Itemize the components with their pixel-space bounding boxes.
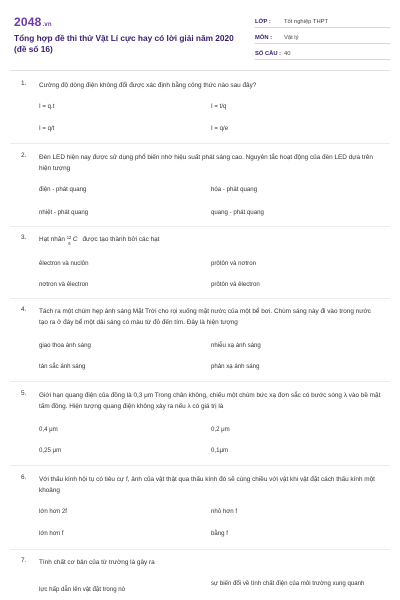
option-c[interactable]: I = q/t <box>39 125 55 132</box>
logo-main: 2048 <box>14 15 42 29</box>
option-a[interactable]: lực hấp dẫn lên vật đặt trong nó <box>39 586 126 593</box>
meta-value: Tốt nghiệp THPT <box>284 18 329 25</box>
meta-key: LỚP : <box>255 18 271 25</box>
option-c[interactable]: 0,25 μm <box>39 447 62 454</box>
question-text-after: được tạo thành bởi các hạt <box>80 236 160 243</box>
question-divider <box>10 381 390 382</box>
meta-key: SỐ CÂU : <box>255 50 282 57</box>
question-text: Đèn LED hiện nay được sử dụng phổ biến nhờ hiệu suất phát sáng cao. Nguyên tắc hoạt động của đèn LED dựa trên hiện tượng <box>39 154 373 172</box>
option-b[interactable]: nhỏ hơn f <box>211 508 238 515</box>
question-number: 4. <box>21 306 27 313</box>
meta-row-class <box>255 16 390 28</box>
question-text: Giới hạn quang điện của đồng là 0,3 μm Trong chân không, chiếu một chùm bức xạ đơn sắc có bước sóng λ vào bề mặt tấm đồng. Hiện tượng quang điện không xảy ra nếu λ có giá trị là <box>39 392 381 410</box>
option-b[interactable]: sự biến đổi về tính chất điện của môi trường xung quanh <box>211 580 365 587</box>
option-c[interactable]: nhiệt - phát quang <box>39 209 89 216</box>
document-title: Tổng hợp đề thi thử Vật Lí cực hay có lời giải năm 2020 (đề số 16) <box>14 33 234 54</box>
question-number: 1. <box>21 80 27 87</box>
nucleus-atomic-number: 6 <box>68 241 71 247</box>
question-text-before: Hạt nhân <box>39 236 67 243</box>
question-text <box>39 234 381 245</box>
meta-value: 40 <box>284 50 291 57</box>
question-text: Cường độ dòng điện không đổi được xác định bằng công thức nào sau đây? <box>39 82 257 89</box>
logo-suffix: .vn <box>42 22 52 28</box>
question-divider <box>10 143 390 144</box>
nucleus-notation <box>66 234 81 247</box>
option-a[interactable]: lớn hơn 2f <box>39 508 67 515</box>
option-b[interactable]: I = t/q <box>211 103 227 110</box>
nucleus-symbol: C <box>72 236 78 244</box>
question-text: Tách ra một chùm hẹp ánh sáng Mặt Trời cho rọi xuống mặt nước của một bể bơi. Chùm sáng này đi vào trong nước tạo ra ở đáy bể một dải sáng có màu từ đỏ đến tím. Đây là hiện tượng <box>39 308 371 326</box>
question-text: Tính chất cơ bản của từ trường là gây ra <box>39 559 155 566</box>
meta-key: MÔN : <box>255 34 273 41</box>
meta-row-subject <box>255 32 390 44</box>
option-a[interactable]: I = q.t <box>39 103 55 110</box>
meta-value: Vật lý <box>284 34 299 41</box>
option-c[interactable]: tán sắc ánh sáng <box>39 363 86 370</box>
meta-row-count <box>255 48 390 60</box>
question-number: 5. <box>21 390 27 397</box>
option-d[interactable]: quang - phát quang <box>211 209 264 216</box>
option-d[interactable]: I = q/e <box>211 125 229 132</box>
question-number: 3. <box>21 234 27 241</box>
header-divider <box>10 70 390 71</box>
option-a[interactable]: điện - phát quang <box>39 186 87 193</box>
question-number: 6. <box>21 474 27 481</box>
nucleus-mass-number: 12 <box>66 235 72 241</box>
site-logo[interactable] <box>14 15 52 29</box>
option-d[interactable]: prôtôn và êlectron <box>211 281 260 288</box>
question-number: 2. <box>21 152 27 159</box>
option-b[interactable]: 0,2 μm <box>211 426 230 433</box>
question-divider <box>10 298 390 299</box>
question-text: Với thấu kính hội tụ có tiêu cự f, ảnh của vật thật qua thấu kính đó sẽ cùng chiều với vật khi vật đặt cách thấu kính một khoảng <box>39 476 375 494</box>
option-d[interactable]: bằng f <box>211 530 228 537</box>
option-d[interactable]: 0,1μm <box>211 447 229 454</box>
option-c[interactable]: lớn hơn f <box>39 530 64 537</box>
option-b[interactable]: hóa - phát quang <box>211 186 258 193</box>
question-divider <box>10 549 390 550</box>
option-a[interactable]: êlectron và nuclôn <box>39 260 89 267</box>
document-meta <box>255 16 390 64</box>
option-a[interactable]: giao thoa ánh sáng <box>39 342 91 349</box>
option-a[interactable]: 0,4 μm <box>39 426 58 433</box>
option-b[interactable]: prôtôn và nơtron <box>211 260 256 267</box>
question-divider <box>10 226 390 227</box>
option-d[interactable]: phản xạ ánh sáng <box>211 363 260 370</box>
option-c[interactable]: nơtron và êlectron <box>39 281 89 288</box>
question-divider <box>10 465 390 466</box>
option-b[interactable]: nhiễu xạ ánh sáng <box>211 342 261 349</box>
question-number: 7. <box>21 557 27 564</box>
